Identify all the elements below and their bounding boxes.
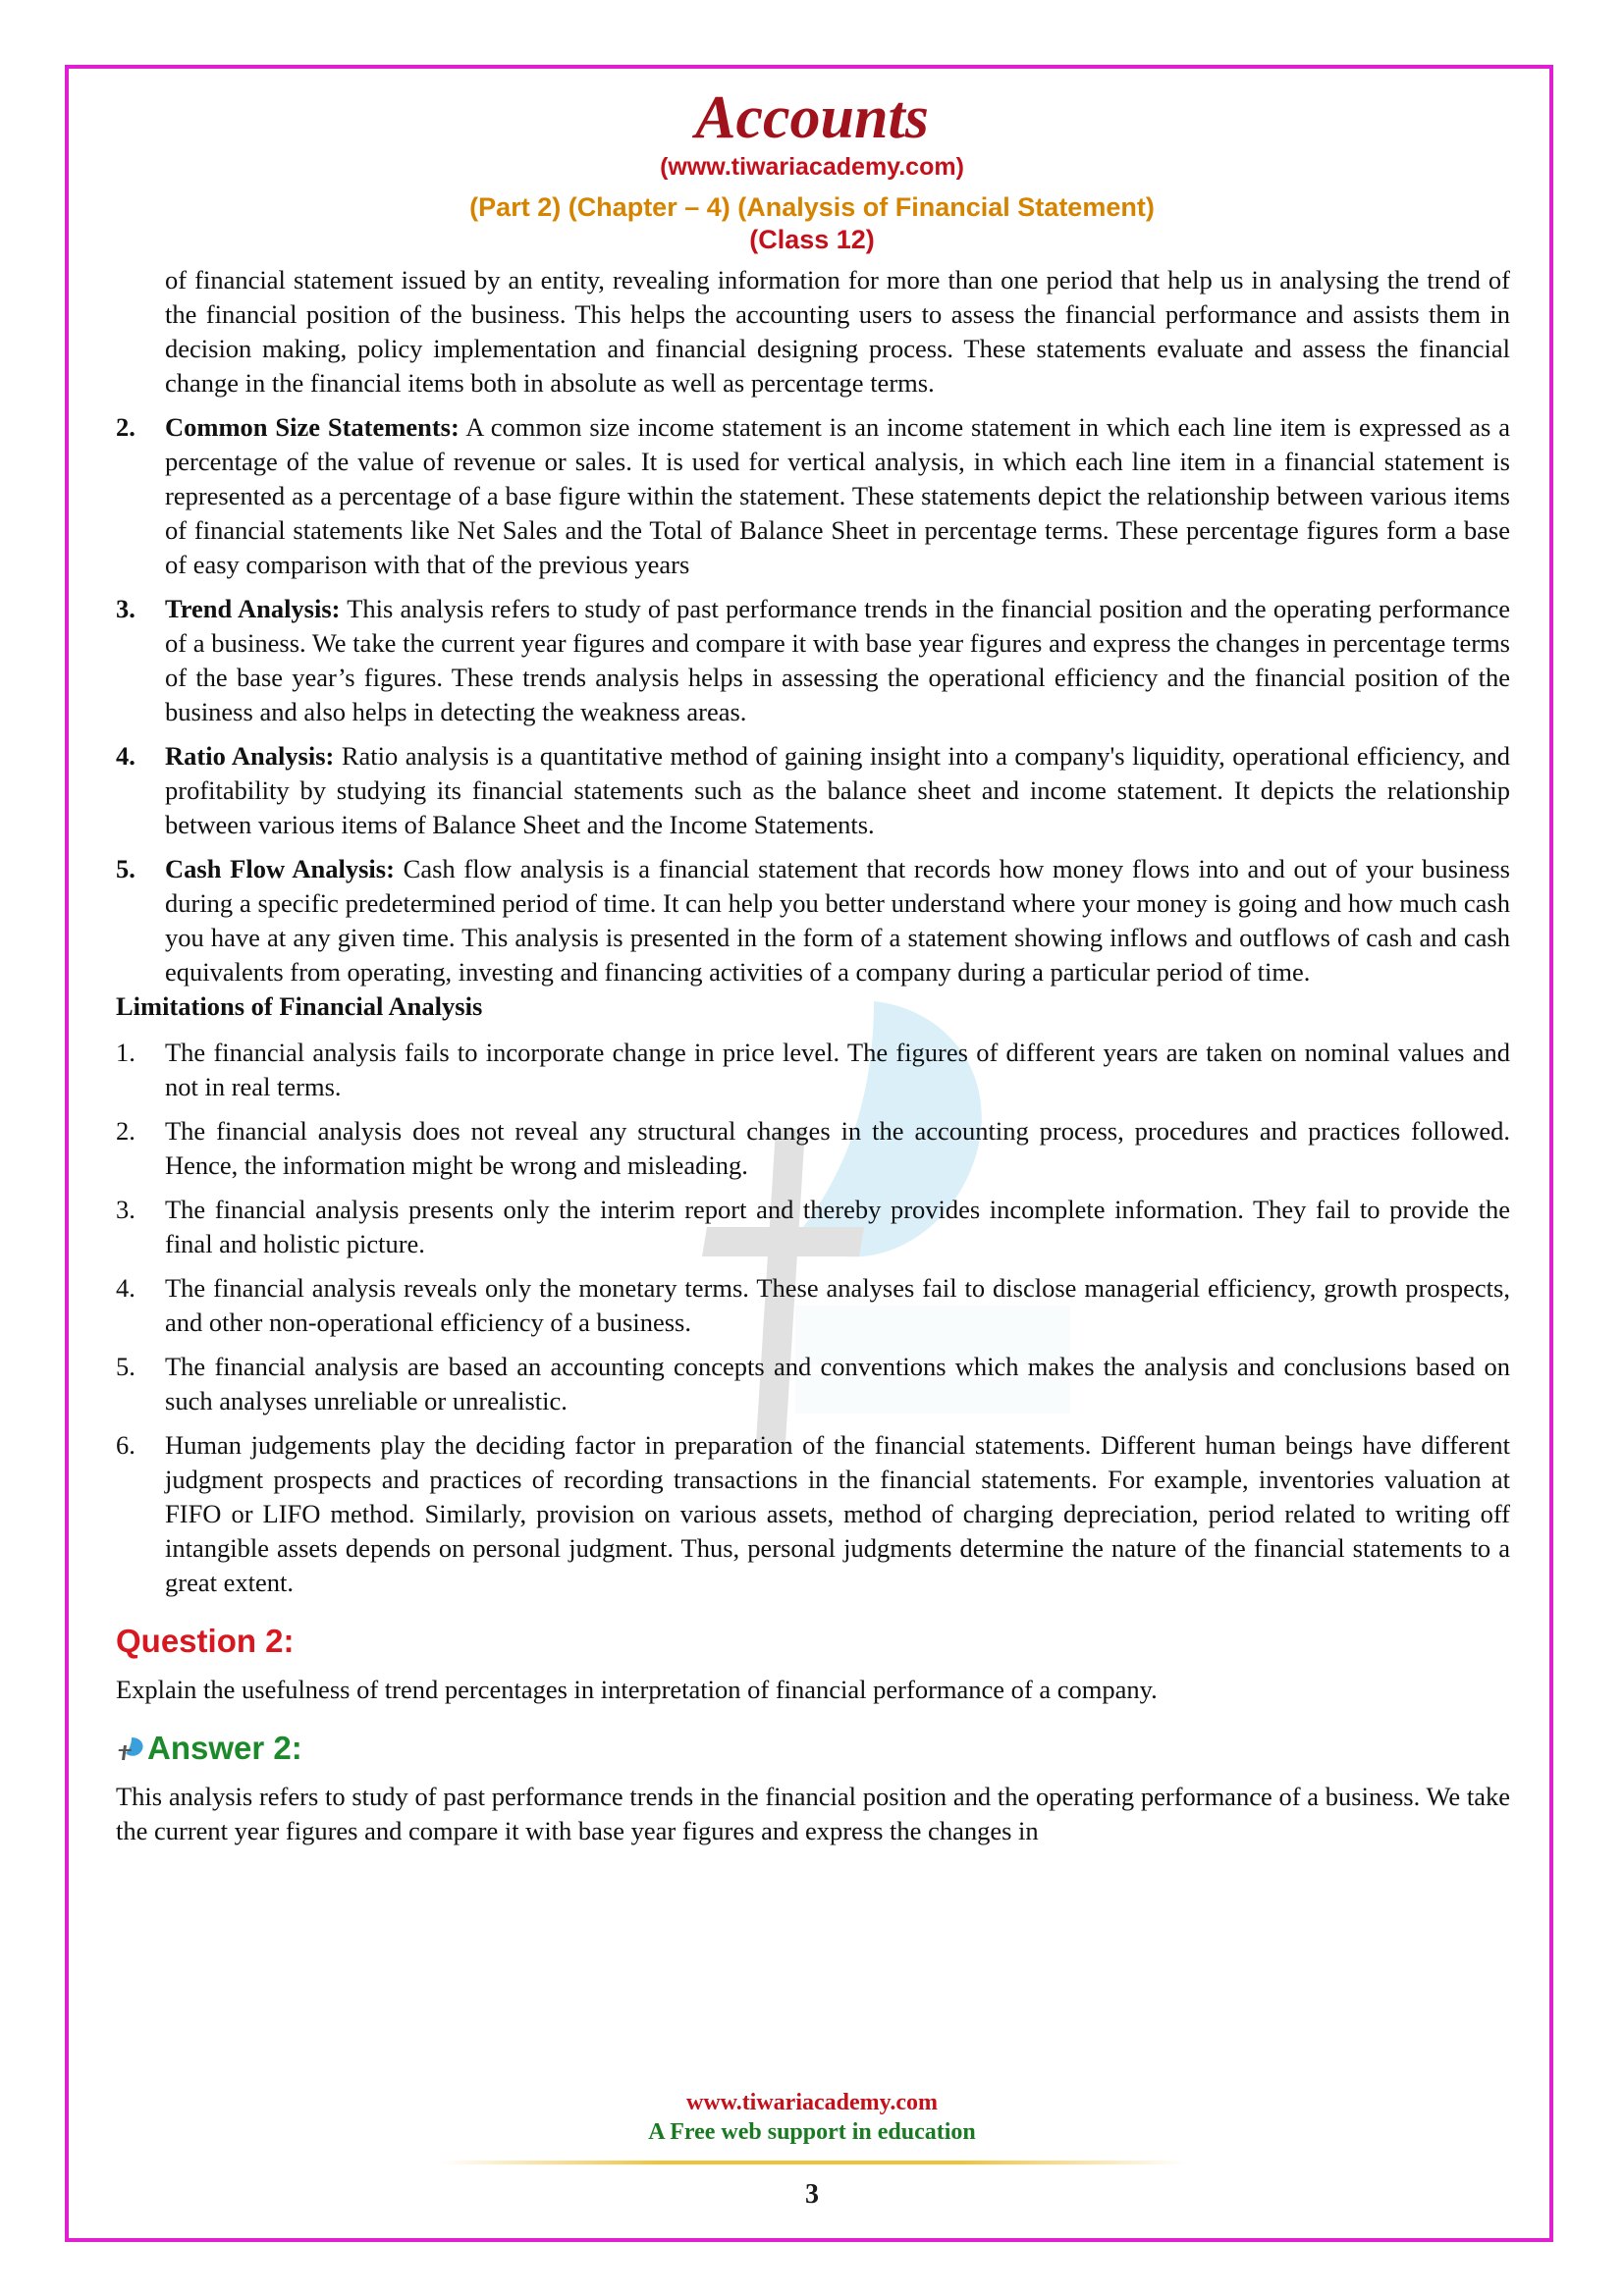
list-item	[116, 1350, 1510, 1418]
item-number: 6.	[116, 1430, 135, 1460]
item-term: Cash Flow Analysis:	[165, 854, 395, 883]
answer-heading-label: Answer 2:	[147, 1730, 302, 1766]
item-text: The financial analysis presents only the interim report and thereby provides incomplete information. They fail to provide the final and holistic picture.	[165, 1195, 1510, 1258]
item-number: 4.	[116, 741, 135, 771]
list-item	[116, 1271, 1510, 1340]
footer-tagline: A Free web support in education	[648, 2119, 976, 2145]
chapter-info: (Part 2) (Chapter – 4) (Analysis of Financial Statement)	[469, 192, 1155, 222]
item-number: 5.	[116, 854, 135, 883]
list-item	[116, 1428, 1510, 1600]
answer-heading	[116, 1729, 1510, 1768]
item-term: Common Size Statements:	[165, 412, 460, 442]
item-text: The financial analysis does not reveal any structural changes in the accounting process, procedures and practices followed. Hence, the information might be wrong and misleading.	[165, 1116, 1510, 1180]
item-number: 3.	[116, 594, 135, 623]
item-text: Ratio analysis is a quantitative method of gaining insight into a company's liquidity, operational efficiency, and profitability by studying its financial statements such as the balance sheet and income statement. It depicts the relationship between various items of Balance Sheet and the Income Statements.	[165, 741, 1510, 839]
item-term: Ratio Analysis:	[165, 741, 335, 771]
item-text: Human judgements play the deciding factor in preparation of the financial statements. Different human beings have different judgment prospects and practices of recording transactions in the financial statements. For example, inventories valuation at FIFO or LIFO method. Similarly, provision on various assets, method of charging depreciation, period related to writing off intangible assets depends on personal judgment. Thus, personal judgments determine the nature of the financial statements to a great extent.	[165, 1430, 1510, 1597]
question-text: Explain the usefulness of trend percentages in interpretation of financial performance of a company.	[116, 1675, 1158, 1704]
list-item	[116, 1036, 1510, 1104]
header-site-url: (www.tiwariacademy.com)	[660, 153, 964, 181]
item-text: The financial analysis are based an accounting concepts and conventions which makes the analysis and conclusions based on such analyses unreliable or unrealistic.	[165, 1352, 1510, 1415]
item-text: The financial analysis fails to incorporate change in price level. The figures of different years are taken on nominal values and not in real terms.	[165, 1038, 1510, 1101]
list-item	[116, 1193, 1510, 1261]
footer-divider	[439, 2161, 1185, 2164]
item-number: 1.	[116, 1038, 135, 1067]
list-item	[116, 1114, 1510, 1183]
main-content	[116, 263, 1510, 1848]
item-text: Cash flow analysis is a financial statement that records how money flows into and out of your business during a specific predetermined period of time. It can help you better understand where your money is going and how much cash you have at any given time. This analysis is presented in the form of a statement showing inflows and outflows of cash and cash equivalents from operating, investing and financing activities of a company during a particular period of time.	[165, 854, 1510, 987]
item-text: A common size income statement is an income statement in which each line item is expressed as a percentage of the value of revenue or sales. It is used for vertical analysis, in which each line item in a financial statement is represented as a percentage of a base figure within the statement. These statements depict the relationship between various items of financial statements like Net Sales and the Total of Balance Sheet in percentage terms. These percentage figures form a base of easy comparison with that of the previous years	[165, 412, 1510, 579]
analysis-tools-list	[116, 410, 1510, 989]
page-footer	[0, 2088, 1624, 2212]
answer-text: This analysis refers to study of past performance trends in the financial position and the operating performance of a business. We take the current year figures and compare it with base year figures and express the changes in	[116, 1782, 1510, 1845]
item-term: Trend Analysis:	[165, 594, 341, 623]
class-info: (Class 12)	[749, 225, 875, 254]
continuation-paragraph: of financial statement issued by an entity, revealing information for more than one period that help us in analysing the trend of the financial position of the business. This helps the accounting users to assess the financial performance and assists them in decision making, policy implementation and financial designing process. These statements evaluate and assess the financial change in the financial items both in absolute as well as percentage terms.	[165, 265, 1510, 398]
footer-url-link[interactable]: www.tiwariacademy.com	[686, 2090, 938, 2115]
item-text: The financial analysis reveals only the monetary terms. These analyses fail to disclose managerial efficiency, growth prospects, and other non-operational efficiency of a business.	[165, 1273, 1510, 1337]
item-number: 2.	[116, 412, 135, 442]
question-heading: Question 2:	[116, 1623, 295, 1659]
leaf-logo-icon	[116, 1735, 145, 1761]
item-number: 2.	[116, 1116, 135, 1146]
item-number: 3.	[116, 1195, 135, 1224]
list-item	[116, 852, 1510, 989]
list-item	[116, 739, 1510, 842]
document-title: Accounts	[695, 84, 929, 151]
page-number: 3	[805, 2179, 819, 2210]
list-item	[116, 410, 1510, 582]
page-header	[0, 84, 1624, 255]
limitations-heading: Limitations of Financial Analysis	[116, 991, 483, 1021]
item-number: 5.	[116, 1352, 135, 1381]
item-text: This analysis refers to study of past performance trends in the financial position and the operating performance of a business. We take the current year figures and compare it with base year figures and express the changes in percentage terms of the base year’s figures. These trends analysis helps in assessing the operational efficiency and the financial position of the business and also helps in detecting the weakness areas.	[165, 594, 1510, 726]
list-item	[116, 592, 1510, 729]
item-number: 4.	[116, 1273, 135, 1303]
limitations-list	[116, 1036, 1510, 1600]
